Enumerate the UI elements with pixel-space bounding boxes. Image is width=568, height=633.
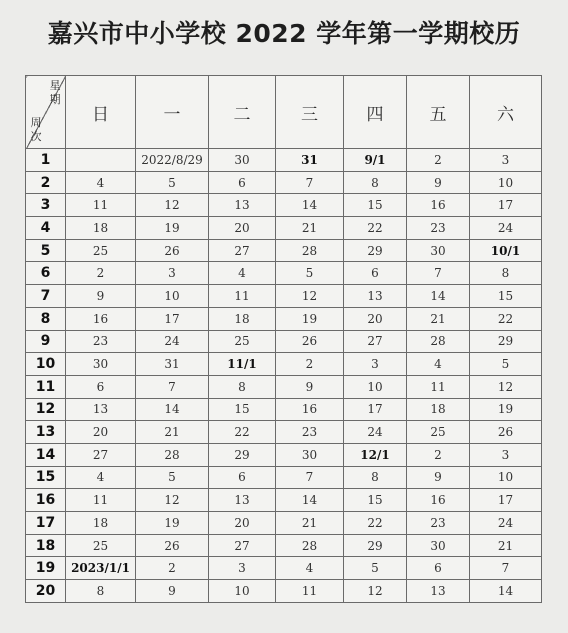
weekday-header: 日: [66, 76, 136, 149]
day-cell: 11: [407, 375, 470, 398]
day-cell: 22: [470, 307, 542, 330]
day-cell: 18: [209, 307, 276, 330]
day-cell: 3: [136, 262, 209, 285]
week-number: 20: [26, 580, 66, 603]
day-cell: 2: [407, 149, 470, 172]
day-cell: 23: [66, 330, 136, 353]
day-cell: 9: [66, 285, 136, 308]
day-cell: 2: [407, 443, 470, 466]
day-cell: 28: [407, 330, 470, 353]
day-cell: 13: [209, 489, 276, 512]
day-cell: 2: [66, 262, 136, 285]
corner-weekday-label: [49, 79, 61, 107]
weekday-header: 六: [470, 76, 542, 149]
day-cell: 4: [276, 557, 344, 580]
day-cell: 12: [136, 194, 209, 217]
day-cell: 21: [470, 534, 542, 557]
week-number: 4: [26, 217, 66, 240]
week-number: 13: [26, 421, 66, 444]
day-cell: 4: [209, 262, 276, 285]
day-cell: 24: [344, 421, 407, 444]
day-cell: 22: [209, 421, 276, 444]
day-cell: 13: [407, 580, 470, 603]
week-number: 11: [26, 375, 66, 398]
day-cell: 7: [136, 375, 209, 398]
day-cell: 3: [344, 353, 407, 376]
table-row: [26, 421, 542, 444]
day-cell: 2023/1/1: [66, 557, 136, 580]
day-cell: 15: [470, 285, 542, 308]
day-cell: 9: [407, 466, 470, 489]
day-cell: 10: [209, 580, 276, 603]
week-number: 7: [26, 285, 66, 308]
day-cell: 14: [470, 580, 542, 603]
day-cell: 19: [276, 307, 344, 330]
day-cell: 18: [66, 512, 136, 535]
day-cell: 9/1: [344, 149, 407, 172]
day-cell: 17: [470, 489, 542, 512]
day-cell: 9: [136, 580, 209, 603]
day-cell: 22: [344, 217, 407, 240]
week-number: 10: [26, 353, 66, 376]
week-number: 18: [26, 534, 66, 557]
day-cell: 26: [136, 239, 209, 262]
day-cell: 24: [470, 512, 542, 535]
day-cell: 11: [66, 489, 136, 512]
day-cell: 26: [276, 330, 344, 353]
corner-qi: 期: [49, 93, 61, 106]
day-cell: 21: [407, 307, 470, 330]
day-cell: 5: [470, 353, 542, 376]
table-row: [26, 489, 542, 512]
day-cell: 16: [407, 489, 470, 512]
day-cell: 5: [276, 262, 344, 285]
day-cell: 2: [136, 557, 209, 580]
week-number: 3: [26, 194, 66, 217]
day-cell: 7: [276, 171, 344, 194]
day-cell: 19: [470, 398, 542, 421]
week-number: 19: [26, 557, 66, 580]
day-cell: [66, 149, 136, 172]
day-cell: 9: [276, 375, 344, 398]
day-cell: 29: [470, 330, 542, 353]
header-row: [26, 76, 542, 149]
table-row: [26, 375, 542, 398]
day-cell: 2022/8/29: [136, 149, 209, 172]
day-cell: 10: [136, 285, 209, 308]
day-cell: 29: [344, 534, 407, 557]
day-cell: 19: [136, 217, 209, 240]
day-cell: 2: [276, 353, 344, 376]
day-cell: 22: [344, 512, 407, 535]
corner-ci: 次: [30, 130, 42, 143]
week-number: 2: [26, 171, 66, 194]
day-cell: 4: [66, 171, 136, 194]
day-cell: 27: [209, 239, 276, 262]
table-row: [26, 557, 542, 580]
table-row: [26, 466, 542, 489]
corner-cell: [26, 76, 66, 149]
day-cell: 8: [344, 466, 407, 489]
table-row: [26, 171, 542, 194]
week-number: 12: [26, 398, 66, 421]
day-cell: 16: [66, 307, 136, 330]
day-cell: 3: [470, 149, 542, 172]
day-cell: 10: [470, 171, 542, 194]
day-cell: 4: [407, 353, 470, 376]
week-number: 8: [26, 307, 66, 330]
day-cell: 5: [344, 557, 407, 580]
table-row: [26, 239, 542, 262]
week-number: 14: [26, 443, 66, 466]
day-cell: 26: [470, 421, 542, 444]
day-cell: 28: [136, 443, 209, 466]
week-number: 17: [26, 512, 66, 535]
day-cell: 19: [136, 512, 209, 535]
day-cell: 24: [136, 330, 209, 353]
day-cell: 3: [470, 443, 542, 466]
day-cell: 13: [66, 398, 136, 421]
day-cell: 15: [209, 398, 276, 421]
week-number: 9: [26, 330, 66, 353]
page-title: 嘉兴市中小学校 2022 学年第一学期校历: [47, 19, 521, 48]
day-cell: 14: [407, 285, 470, 308]
day-cell: 17: [136, 307, 209, 330]
day-cell: 21: [276, 512, 344, 535]
table-row: [26, 398, 542, 421]
day-cell: 30: [276, 443, 344, 466]
day-cell: 14: [276, 194, 344, 217]
day-cell: 25: [66, 239, 136, 262]
calendar-body: [26, 149, 542, 603]
day-cell: 14: [136, 398, 209, 421]
weekday-header: 一: [136, 76, 209, 149]
day-cell: 11/1: [209, 353, 276, 376]
day-cell: 12: [136, 489, 209, 512]
day-cell: 25: [407, 421, 470, 444]
day-cell: 13: [209, 194, 276, 217]
corner-zhou: 周: [30, 116, 42, 129]
day-cell: 8: [209, 375, 276, 398]
day-cell: 25: [66, 534, 136, 557]
day-cell: 12: [276, 285, 344, 308]
day-cell: 12: [344, 580, 407, 603]
day-cell: 23: [407, 512, 470, 535]
calendar-table: [25, 75, 542, 603]
weekday-header: 五: [407, 76, 470, 149]
day-cell: 26: [136, 534, 209, 557]
day-cell: 30: [407, 239, 470, 262]
table-row: [26, 262, 542, 285]
day-cell: 18: [407, 398, 470, 421]
day-cell: 5: [136, 171, 209, 194]
day-cell: 4: [66, 466, 136, 489]
day-cell: 10: [470, 466, 542, 489]
day-cell: 6: [66, 375, 136, 398]
day-cell: 23: [407, 217, 470, 240]
day-cell: 15: [344, 194, 407, 217]
day-cell: 20: [66, 421, 136, 444]
day-cell: 10/1: [470, 239, 542, 262]
day-cell: 8: [344, 171, 407, 194]
table-row: [26, 580, 542, 603]
table-row: [26, 330, 542, 353]
day-cell: 3: [209, 557, 276, 580]
table-row: [26, 194, 542, 217]
table-row: [26, 534, 542, 557]
day-cell: 6: [209, 171, 276, 194]
day-cell: 13: [344, 285, 407, 308]
day-cell: 16: [407, 194, 470, 217]
day-cell: 14: [276, 489, 344, 512]
table-row: [26, 217, 542, 240]
day-cell: 5: [136, 466, 209, 489]
table-row: [26, 307, 542, 330]
day-cell: 11: [66, 194, 136, 217]
corner-week-label: [30, 116, 42, 144]
day-cell: 12/1: [344, 443, 407, 466]
day-cell: 6: [344, 262, 407, 285]
weekday-header: 四: [344, 76, 407, 149]
weekday-header: 三: [276, 76, 344, 149]
day-cell: 28: [276, 534, 344, 557]
table-row: [26, 443, 542, 466]
table-row: [26, 285, 542, 308]
week-number: 5: [26, 239, 66, 262]
day-cell: 21: [136, 421, 209, 444]
table-row: [26, 512, 542, 535]
day-cell: 20: [209, 217, 276, 240]
day-cell: 6: [407, 557, 470, 580]
day-cell: 27: [209, 534, 276, 557]
day-cell: 30: [209, 149, 276, 172]
day-cell: 20: [344, 307, 407, 330]
day-cell: 27: [344, 330, 407, 353]
day-cell: 6: [209, 466, 276, 489]
day-cell: 27: [66, 443, 136, 466]
weekday-header: 二: [209, 76, 276, 149]
day-cell: 12: [470, 375, 542, 398]
day-cell: 11: [209, 285, 276, 308]
table-row: [26, 353, 542, 376]
week-number: 16: [26, 489, 66, 512]
day-cell: 17: [470, 194, 542, 217]
day-cell: 18: [66, 217, 136, 240]
day-cell: 30: [407, 534, 470, 557]
day-cell: 8: [66, 580, 136, 603]
day-cell: 7: [407, 262, 470, 285]
day-cell: 28: [276, 239, 344, 262]
table-row: [26, 149, 542, 172]
week-number: 6: [26, 262, 66, 285]
day-cell: 24: [470, 217, 542, 240]
day-cell: 20: [209, 512, 276, 535]
day-cell: 8: [470, 262, 542, 285]
day-cell: 16: [276, 398, 344, 421]
day-cell: 21: [276, 217, 344, 240]
day-cell: 7: [470, 557, 542, 580]
day-cell: 31: [136, 353, 209, 376]
day-cell: 11: [276, 580, 344, 603]
day-cell: 30: [66, 353, 136, 376]
day-cell: 25: [209, 330, 276, 353]
corner-xing: 星: [49, 79, 61, 92]
day-cell: 29: [209, 443, 276, 466]
day-cell: 9: [407, 171, 470, 194]
day-cell: 29: [344, 239, 407, 262]
day-cell: 31: [276, 149, 344, 172]
day-cell: 23: [276, 421, 344, 444]
week-number: 15: [26, 466, 66, 489]
day-cell: 7: [276, 466, 344, 489]
day-cell: 17: [344, 398, 407, 421]
week-number: 1: [26, 149, 66, 172]
day-cell: 10: [344, 375, 407, 398]
day-cell: 15: [344, 489, 407, 512]
